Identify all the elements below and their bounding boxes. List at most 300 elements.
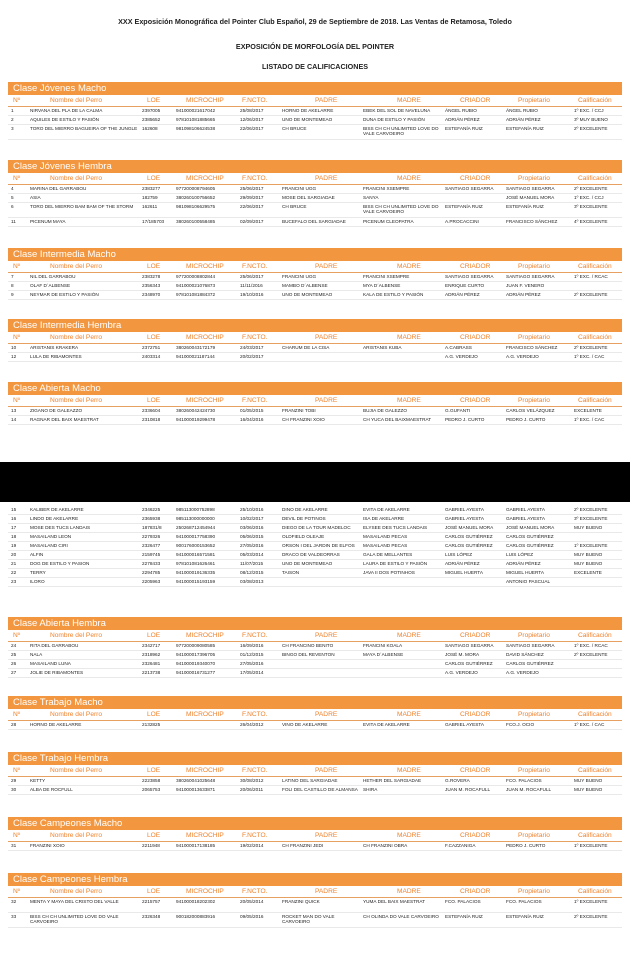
cell-loe: 2065753 — [142, 787, 161, 792]
class-section — [8, 817, 622, 851]
cell-prop: JOSÉ MANUEL MORA — [506, 525, 555, 530]
cell-madre: PICENUM CLEOPATRA — [363, 219, 414, 224]
cell-num: 2 — [11, 117, 14, 122]
cell-loe: 2205963 — [142, 579, 161, 584]
cell-cal: 3º EXCELENTE — [574, 204, 608, 209]
cell-cri: ADRIÁN PÉREZ — [445, 292, 480, 297]
table-row — [8, 721, 622, 730]
table-row — [8, 524, 622, 533]
column-header-loe: LOE — [147, 888, 161, 895]
cell-chip: 380260100756652 — [176, 195, 216, 200]
cell-cri: SANTIAGO SEGARRA — [445, 186, 494, 191]
cell-num: 26 — [11, 661, 17, 666]
cell-chip: 941000021187144 — [176, 354, 215, 359]
table-row — [8, 560, 622, 569]
cell-date: 03/06/2016 — [240, 525, 264, 530]
cell-prop: A.G. VERDEJO — [506, 354, 539, 359]
cell-num: 11 — [11, 219, 16, 224]
cell-num: 24 — [11, 643, 17, 648]
cell-cal: 2º EXCELENTE — [574, 507, 608, 512]
column-header-madre: MADRE — [397, 334, 421, 341]
column-header-cal: Calificación — [578, 711, 612, 718]
cell-loe: 2365938 — [142, 516, 161, 521]
cell-loe: 2213738 — [142, 670, 161, 675]
cell-madre: LAURA DE ESTILO Y PASIÓN — [363, 561, 428, 566]
table-row — [8, 203, 622, 218]
cell-padre: TAISON — [282, 570, 300, 575]
cell-name: NALA — [30, 652, 43, 657]
cell-padre: VINO DE AKELARRE — [282, 722, 328, 727]
cell-padre: HORNO DE AKELARRE — [282, 108, 334, 113]
table-row — [8, 669, 622, 678]
cell-cri: CARLOS GUTIÉRREZ — [445, 543, 493, 548]
cell-loe: 182759 — [142, 195, 158, 200]
cell-prop: ESTEFANÍA RUIZ — [506, 126, 544, 131]
cell-chip: 941000013633871 — [176, 787, 216, 792]
cell-name: ILORO — [30, 579, 45, 584]
cell-prop: FCO.J. OCIO — [506, 722, 535, 727]
cell-cri: ESTEFANÍA RUIZ — [445, 914, 483, 919]
cell-madre: HETHER DEL SARGIADAE — [363, 778, 422, 783]
cell-prop: DAVID SÁNCHEZ — [506, 652, 544, 657]
cell-loe: 162611 — [142, 204, 158, 209]
column-header-cri: CRIADOR — [460, 711, 491, 718]
cell-chip: 900182000883916 — [176, 914, 216, 919]
column-header-num: Nº — [13, 175, 21, 182]
cell-madre: MYA D´ALBENSE — [363, 283, 401, 288]
table-row — [8, 913, 622, 928]
cell-cal: MUY BUENO — [574, 778, 603, 783]
column-header-num: Nº — [13, 334, 21, 341]
column-header-date: F.NCTO. — [242, 263, 268, 270]
column-header-cri: CRIADOR — [460, 334, 491, 341]
cell-loe: 2326477 — [142, 543, 161, 548]
cell-prop: FCO. PALACIOS — [506, 778, 542, 783]
column-header-date: F.NCTO. — [242, 888, 268, 895]
column-header-cri: CRIADOR — [460, 888, 491, 895]
column-header-date: F.NCTO. — [242, 334, 268, 341]
class-section — [8, 248, 622, 300]
cell-name: ALBA DE ROCFULL — [30, 787, 73, 792]
column-header-loe: LOE — [147, 767, 161, 774]
column-header-chip: MICROCHIP — [186, 263, 224, 270]
column-header-loe: LOE — [147, 711, 161, 718]
cell-cri: JOSÉ MANUEL MORA — [445, 525, 494, 530]
cell-name: PICENUM MAYA — [30, 219, 66, 224]
cell-date: 27/05/2016 — [240, 543, 264, 548]
cell-date: 25/06/2017 — [240, 186, 264, 191]
cell-date: 22/06/2017 — [240, 126, 264, 131]
column-header-chip: MICROCHIP — [186, 832, 224, 839]
cell-name: BISS CH CH UNLIMITED LOVE DO VALE CARVOEIRO — [30, 914, 119, 925]
cell-madre: ARISTANIS KUBA — [363, 345, 402, 350]
cell-date: 09/05/2016 — [240, 914, 264, 919]
cell-padre: UNO DE MONTEMEAO — [282, 561, 333, 566]
column-header-prop: Propietario — [518, 175, 550, 182]
cell-loe: 2211948 — [142, 843, 160, 848]
column-header-loe: LOE — [147, 632, 161, 639]
cell-loe: 162608 — [142, 126, 158, 131]
cell-prop: CARLOS GUTIÉRREZ — [506, 534, 554, 539]
column-header-cri: CRIADOR — [460, 397, 491, 404]
cell-date: 20/05/2014 — [240, 899, 264, 904]
cell-loe: 2326481 — [142, 661, 161, 666]
cell-num: 8 — [11, 283, 14, 288]
cell-cal: EXCELENTE — [574, 408, 602, 413]
table-row — [8, 551, 622, 560]
cell-cri: ESTEFANÍA RUIZ — [445, 204, 483, 209]
cell-padre: FRANCINI UGG — [282, 186, 317, 191]
cell-date: 24/03/2017 — [240, 345, 264, 350]
cell-chip: 941000016571581 — [176, 552, 216, 557]
cell-loe: 2132825 — [142, 722, 161, 727]
cell-chip: 250268712454944 — [176, 525, 216, 530]
column-header-prop: Propietario — [518, 263, 550, 270]
cell-madre: SHIRA — [363, 787, 378, 792]
table-row — [8, 407, 622, 416]
cell-prop: ADRIÁN PÉREZ — [506, 117, 541, 122]
cell-num: 4 — [11, 186, 14, 191]
cell-prop: GABRIEL AYESTA — [506, 507, 545, 512]
cell-cal: 1º EXC. / RCAC — [574, 643, 608, 648]
cell-padre: CH BRUCE — [282, 204, 307, 209]
section-title: Clase Jóvenes Hembra — [8, 160, 622, 173]
table-row — [8, 651, 622, 660]
cell-prop: SANTIAGO SEGARRA — [506, 274, 555, 279]
column-header-name: Nombre del Perro — [50, 263, 103, 270]
column-header-loe: LOE — [147, 175, 161, 182]
cell-name: OLAF D´ALBENSE — [30, 283, 71, 288]
cell-cri: CARLOS GUTIÉRREZ — [445, 534, 493, 539]
cell-name: KETTY — [30, 778, 46, 783]
cell-cri: G.ROVERA — [445, 778, 470, 783]
cell-padre: CHARUM DE LA CISA — [282, 345, 330, 350]
section-title: Clase Trabajo Hembra — [8, 752, 622, 765]
cell-date: 01/05/2015 — [240, 408, 264, 413]
cell-cal: EXCELENTE — [574, 570, 602, 575]
cell-cal: 1º EXCELENTE — [574, 899, 608, 904]
cell-cal: 3º EXCELENTE — [574, 516, 608, 521]
cell-name: MARINA DEL GARRABOU — [30, 186, 87, 191]
cell-madre: CH YUCA DEL BAIXMAESTRAT — [363, 417, 432, 422]
cell-date: 19/02/2014 — [240, 843, 264, 848]
column-header-padre: PADRE — [315, 767, 338, 774]
cell-padre: DEVIL DE POTINOS — [282, 516, 326, 521]
column-header-row — [8, 631, 622, 642]
cell-chip: 380260043172179 — [176, 345, 216, 350]
cell-chip: 941000017138185 — [176, 843, 216, 848]
cell-prop: JOSÉ MANUEL MORA — [506, 195, 555, 200]
cell-num: 3 — [11, 126, 14, 131]
cell-date: 30/08/2012 — [240, 778, 264, 783]
cell-prop: ÁNGEL RUBIO — [506, 108, 538, 113]
cell-cri: ÁNGEL RUBIO — [445, 108, 477, 113]
section-title: Clase Campeones Hembra — [8, 873, 622, 886]
cell-prop: A.G. VERDEJO — [506, 670, 539, 675]
column-header-padre: PADRE — [315, 263, 338, 270]
column-header-chip: MICROCHIP — [186, 334, 224, 341]
cell-prop: SANTIAGO SEGARRA — [506, 186, 555, 191]
cell-padre: BUCEFALO DEL SARGIADAE — [282, 219, 346, 224]
cell-chip: 380260100558485 — [176, 219, 216, 224]
cell-padre: CH FRANCINO BENITO — [282, 643, 334, 648]
cell-padre: UNO DE MONTEMEAO — [282, 292, 333, 297]
page-break-band — [0, 462, 630, 502]
cell-prop: FRANCISCO SÁNCHEZ — [506, 219, 558, 224]
cell-num: 29 — [11, 778, 17, 783]
cell-name: FRANZINI XOIO — [30, 843, 65, 848]
cell-num: 12 — [11, 354, 17, 359]
column-header-padre: PADRE — [315, 888, 338, 895]
cell-padre: FOLI DEL CASTILLO DE ALMANSA — [282, 787, 358, 792]
cell-num: 30 — [11, 787, 17, 792]
cell-cri: JUAN M. ROCAFULL — [445, 787, 491, 792]
cell-madre: MAYA D´ALBENSE — [363, 652, 404, 657]
column-header-row — [8, 766, 622, 777]
table-row — [8, 578, 622, 587]
cell-chip: 977200008802844 — [176, 274, 216, 279]
cell-madre: JAVA II DOS POTINHOS — [363, 570, 415, 575]
cell-padre: MOSE DEL SARGIADAE — [282, 195, 335, 200]
column-header-row — [8, 831, 622, 842]
cell-cal: 1º EXC. / CCJ — [574, 108, 604, 113]
cell-date: 11/11/2016 — [240, 283, 263, 288]
cell-chip: 941000019299478 — [176, 417, 216, 422]
cell-cri: F.CAZZANIGA — [445, 843, 476, 848]
cell-date: 03/08/2013 — [240, 579, 264, 584]
cell-date: 29/09/2017 — [240, 195, 264, 200]
column-header-num: Nº — [13, 397, 21, 404]
column-header-row — [8, 262, 622, 273]
cell-madre: EBEK DEL SOL DE NAVELUNA — [363, 108, 431, 113]
cell-prop: CARLOS GUTIÉRREZ — [506, 661, 554, 666]
cell-padre: DIEGO DE LA TOUR MADELOC — [282, 525, 351, 530]
cell-prop: CARLOS VELÁZQUEZ — [506, 408, 555, 413]
cell-madre: DUNA DE ESTILO Y PASIÓN — [363, 117, 425, 122]
cell-madre: MASAILAND PECAS — [363, 543, 408, 548]
table-row — [8, 291, 622, 300]
cell-loe: 17/185703 — [142, 219, 165, 224]
cell-padre: ROCKET MAN DO VALE CARVOEIRO — [282, 914, 335, 925]
cell-name: NEYMAR DE ESTILO Y PASIÓN — [30, 292, 99, 297]
cell-loe: 2215757 — [142, 899, 161, 904]
cell-num: 15 — [11, 507, 17, 512]
cell-cal: 1º EXC. / CAC — [574, 722, 605, 727]
cell-prop: PEDRO J. CURTO — [506, 843, 546, 848]
cell-name: ARISTANIS KRAKERA — [30, 345, 79, 350]
cell-num: 13 — [11, 408, 17, 413]
cell-num: 32 — [11, 899, 17, 904]
column-header-num: Nº — [13, 888, 21, 895]
cell-date: 16/04/2016 — [240, 417, 264, 422]
table-row — [8, 515, 622, 524]
cell-date: 20/02/2017 — [240, 354, 264, 359]
table-row — [8, 542, 622, 551]
cell-prop: PEDRO J. CURTO — [506, 417, 546, 422]
cell-name: ASIA — [30, 195, 41, 200]
document-subtitle: EXPOSICIÓN DE MORFOLOGÍA DEL POINTER — [235, 42, 395, 51]
cell-cal: 1º EXC. / RCAC — [574, 274, 608, 279]
cell-loe: 2279326 — [142, 534, 161, 539]
column-header-num: Nº — [13, 832, 21, 839]
cell-madre: FRANCINI XSEMPRE — [363, 274, 410, 279]
column-header-cal: Calificación — [578, 175, 612, 182]
cell-date: 11/07/2015 — [240, 561, 264, 566]
column-header-cal: Calificación — [578, 888, 612, 895]
cell-madre: ISA DE AKELARRE — [363, 516, 405, 521]
column-header-padre: PADRE — [315, 97, 338, 104]
cell-madre: ELYSEE DES TUCS LANDAIS — [363, 525, 428, 530]
cell-num: 16 — [11, 516, 17, 521]
cell-loe: 187831/8 — [142, 525, 162, 530]
cell-date: 25/08/2017 — [240, 108, 264, 113]
cell-num: 7 — [11, 274, 14, 279]
column-header-date: F.NCTO. — [242, 632, 268, 639]
column-header-name: Nombre del Perro — [50, 97, 103, 104]
column-header-date: F.NCTO. — [242, 175, 268, 182]
column-header-name: Nombre del Perro — [50, 334, 103, 341]
class-section — [8, 82, 622, 140]
cell-cri: A.G. VERDEJO — [445, 670, 478, 675]
cell-madre: EVITA DE AKELARRE — [363, 507, 410, 512]
table-row — [8, 185, 622, 194]
cell-loe: 2383278 — [142, 274, 161, 279]
cell-chip: 941000021076873 — [176, 283, 216, 288]
cell-num: 20 — [11, 552, 17, 557]
cell-name: AQUILES DE ESTILO Y PASIÓN — [30, 117, 100, 122]
cell-name: DOG DE ESTILO Y PASION — [30, 561, 90, 566]
cell-chip: 941000019340070 — [176, 661, 216, 666]
cell-num: 27 — [11, 670, 17, 675]
cell-madre: EVITA DE AKELARRE — [363, 722, 410, 727]
section-title: Clase Intermedia Hembra — [8, 319, 622, 332]
cell-name: RITA DEL GARRABOU — [30, 643, 79, 648]
cell-madre: CH OLINDA DO VALE CARVOEIRO — [363, 914, 439, 919]
cell-loe: 2336604 — [142, 408, 161, 413]
cell-prop: ADRIÁN PÉREZ — [506, 561, 541, 566]
column-header-cal: Calificación — [578, 397, 612, 404]
cell-name: LULA DE RIBAMONTES — [30, 354, 82, 359]
cell-chip: 981098106624538 — [176, 126, 216, 131]
cell-cri: A.G. VERDEJO — [445, 354, 478, 359]
column-header-madre: MADRE — [397, 632, 421, 639]
cell-prop: ANTONIO PASCUAL — [506, 579, 551, 584]
cell-padre: DINO DE AKELARRE — [282, 507, 328, 512]
class-section — [8, 319, 622, 362]
cell-prop: LUIS LÓPEZ — [506, 552, 534, 557]
cell-date: 10/02/2017 — [240, 516, 264, 521]
column-header-row — [8, 396, 622, 407]
column-header-cal: Calificación — [578, 263, 612, 270]
cell-madre: BISS CH CH UNLIMITED LOVE DO VALE CARVOEIRO — [363, 126, 439, 137]
cell-num: 14 — [11, 417, 17, 422]
cell-num: 28 — [11, 722, 17, 727]
cell-cri: A.CABRASS — [445, 345, 472, 350]
cell-padre: FRANCINI UGG — [282, 274, 317, 279]
cell-prop: ESTEFANÍA RUIZ — [506, 204, 544, 209]
column-header-cri: CRIADOR — [460, 767, 491, 774]
cell-chip: 941000021617042 — [176, 108, 216, 113]
cell-loe: 2278433 — [142, 561, 161, 566]
column-header-row — [8, 710, 622, 721]
cell-num: 23 — [11, 579, 17, 584]
column-header-loe: LOE — [147, 334, 161, 341]
table-row — [8, 194, 622, 203]
cell-madre: GALA DE MELLANTES — [363, 552, 413, 557]
column-header-name: Nombre del Perro — [50, 632, 103, 639]
cell-padre: ORSON I DEL JARDIN DE ELFOS — [282, 543, 355, 548]
cell-loe: 2310818 — [142, 417, 161, 422]
class-section — [8, 873, 622, 928]
table-row — [8, 273, 622, 282]
cell-loe: 2397005 — [142, 108, 161, 113]
cell-chip: 941000017758390 — [176, 534, 216, 539]
cell-name: TERRY — [30, 570, 46, 575]
cell-prop: JUAN M. ROCAFULL — [506, 787, 552, 792]
cell-name: ALFIN — [30, 552, 44, 557]
cell-cal: 1º EXC. / CCJ — [574, 195, 604, 200]
cell-loe: 2383277 — [142, 186, 161, 191]
cell-cri: ENRIQUE CURTO — [445, 283, 485, 288]
table-row — [8, 569, 622, 578]
cell-num: 33 — [11, 914, 17, 919]
cell-madre: FRANCINI XSEMPRE — [363, 186, 410, 191]
class-section — [8, 696, 622, 730]
cell-cal: 1º EXCELENTE — [574, 543, 608, 548]
column-header-chip: MICROCHIP — [186, 888, 224, 895]
cell-loe: 2403314 — [142, 354, 161, 359]
table-row — [8, 344, 622, 353]
column-header-cri: CRIADOR — [460, 632, 491, 639]
cell-madre: YUMA DEL BAIX MAESTRAT — [363, 899, 425, 904]
cell-cri: GABRIEL AYESTA — [445, 516, 484, 521]
column-header-chip: MICROCHIP — [186, 711, 224, 718]
column-header-row — [8, 96, 622, 107]
cell-name: NIL DEL GARRABOU — [30, 274, 76, 279]
cell-chip: 941000018202302 — [176, 899, 216, 904]
cell-cri: ADRIÁN PÉREZ — [445, 561, 480, 566]
cell-num: 1 — [11, 108, 14, 113]
table-row — [8, 660, 622, 669]
cell-cri: MIGUEL HUERTA — [445, 570, 483, 575]
cell-cal: 2º EXCELENTE — [574, 186, 608, 191]
column-header-cri: CRIADOR — [460, 97, 491, 104]
section-title: Clase Abierta Macho — [8, 382, 622, 395]
column-header-loe: LOE — [147, 263, 161, 270]
column-header-prop: Propietario — [518, 767, 550, 774]
cell-name: MASAILAND LEON — [30, 534, 72, 539]
class-section — [8, 617, 622, 678]
cell-date: 02/09/2017 — [240, 219, 264, 224]
cell-chip: 380260042424730 — [176, 408, 216, 413]
cell-date: 25/06/2017 — [240, 274, 264, 279]
cell-cal: 2º EXCELENTE — [574, 126, 608, 131]
cell-num: 9 — [11, 292, 14, 297]
cell-cal: 1º EXC. / CAC — [574, 354, 605, 359]
cell-cal: 2º EXCELENTE — [574, 345, 608, 350]
cell-chip: 941000019136335 — [176, 570, 216, 575]
cell-chip: 977200008794605 — [176, 186, 216, 191]
class-section — [8, 506, 622, 587]
table-row — [8, 506, 622, 515]
class-section — [8, 382, 622, 425]
column-header-num: Nº — [13, 263, 21, 270]
column-header-madre: MADRE — [397, 97, 421, 104]
cell-chip: 978101081884372 — [176, 292, 216, 297]
cell-name: MENTA Y MAYA DEL CRISTO DEL VALLE — [30, 899, 119, 904]
column-header-madre: MADRE — [397, 767, 421, 774]
column-header-padre: PADRE — [315, 175, 338, 182]
